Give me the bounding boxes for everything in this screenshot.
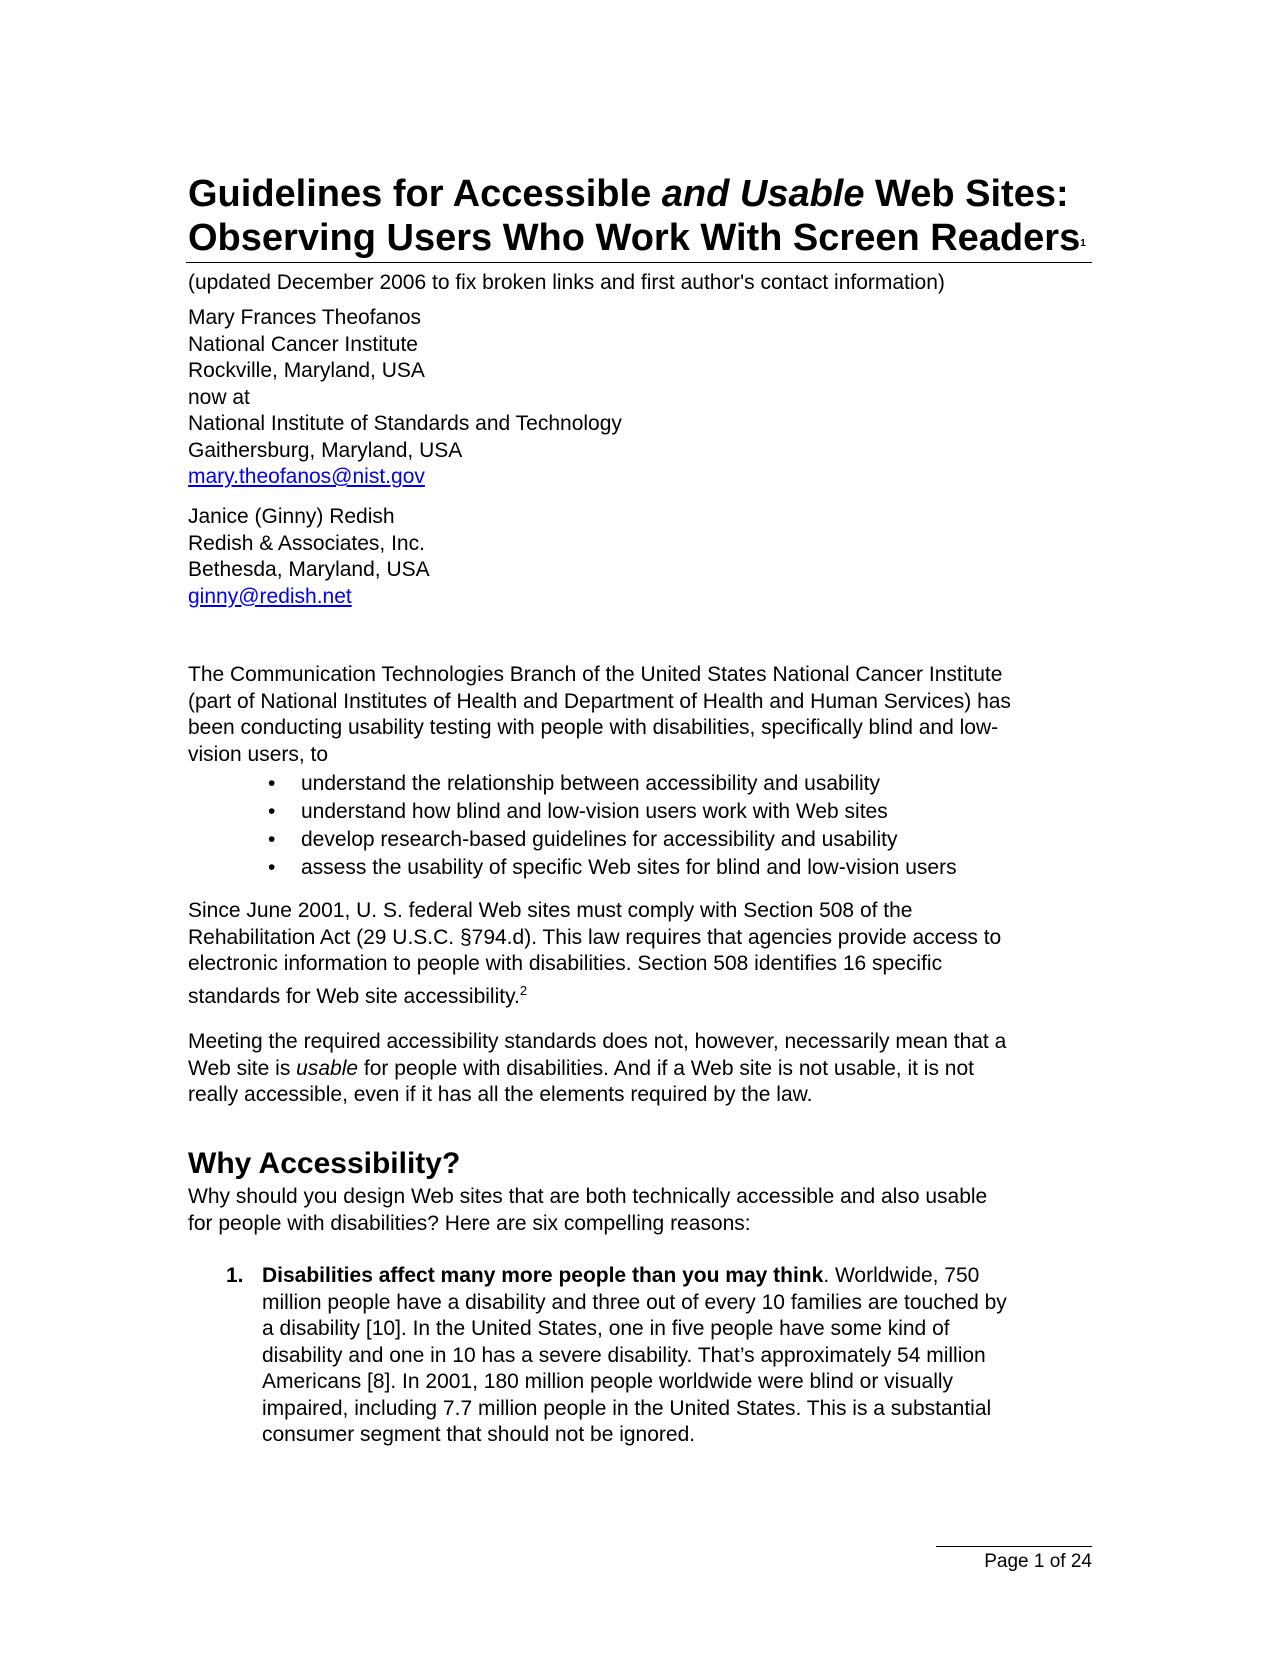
section-508-paragraph xyxy=(188,898,1092,1010)
intro-line: (part of National Institutes of Health and Department of Health and Human Services) has xyxy=(188,689,1011,713)
title-text-2: Web Sites: xyxy=(864,173,1069,215)
title-line-2 xyxy=(188,216,1092,260)
document-title xyxy=(188,172,1092,260)
bullet-icon: • xyxy=(268,856,276,879)
meeting-paragraph xyxy=(188,1029,1092,1109)
intro-line: been conducting usability testing with people with disabilities, specifically blind and low- xyxy=(188,716,999,739)
intro-line: vision users, to xyxy=(188,742,329,766)
footer-rule xyxy=(936,1546,1092,1547)
why-paragraph xyxy=(188,1184,1092,1237)
intro-paragraph xyxy=(188,662,1092,768)
list-item xyxy=(262,1263,1092,1449)
list-item-text: understand the relationship between accessibility and usability xyxy=(301,772,881,795)
author-1-name: Mary Frances Theofanos xyxy=(188,306,422,329)
meeting-italic: usable xyxy=(296,1056,359,1080)
section-heading-why: Why Accessibility? xyxy=(188,1147,461,1180)
update-note: (updated December 2006 to fix broken links and first author's contact information) xyxy=(188,271,945,294)
meeting-line-2 xyxy=(188,1056,1092,1083)
title-italic: and Usable xyxy=(661,173,865,215)
reason-text: . Worldwide, 750 xyxy=(823,1264,980,1287)
title-underline xyxy=(186,262,1092,263)
title-footnote-marker[interactable]: 1 xyxy=(1080,238,1086,249)
section-508-line: electronic information to people with disabilities. Section 508 identifies 16 specific xyxy=(188,952,943,975)
reason-line: impaired, including 7.7 million people in the United States. This is a substantial xyxy=(262,1396,992,1420)
section-508-line: Rehabilitation Act (29 U.S.C. §794.d). This law requires that agencies provide access to xyxy=(188,925,1002,949)
reason-line: consumer segment that should not be ignored. xyxy=(262,1423,696,1446)
meeting-line-1: Meeting the required accessibility standards does not, however, necessarily mean that a xyxy=(188,1030,1007,1053)
author-1-now-at: now at xyxy=(188,385,250,409)
meeting-text-post: for people with disabilities. And if a Web site is not usable, it is not xyxy=(358,1056,974,1080)
meeting-line-3: really accessible, even if it has all the elements required by the law. xyxy=(188,1083,813,1106)
title-text-1: Guidelines for Accessible xyxy=(188,173,662,215)
title-text-3: Observing Users Who Work With Screen Readers xyxy=(188,217,1081,259)
why-line: for people with disabilities? Here are six compelling reasons: xyxy=(188,1211,751,1235)
author-2-org: Redish & Associates, Inc. xyxy=(188,531,425,555)
section-508-footnote-marker[interactable]: 2 xyxy=(519,982,528,998)
list-item-text: understand how blind and low-vision users work with Web sites xyxy=(301,800,888,823)
author-1-block xyxy=(188,305,622,491)
meeting-text-pre: Web site is xyxy=(188,1056,297,1080)
page-number: Page 1 of 24 xyxy=(984,1551,1092,1572)
intro-line: The Communication Technologies Branch of the United States National Cancer Institute xyxy=(188,663,1003,686)
reason-line: disability and one in 10 has a severe disability. That’s approximately 54 million xyxy=(262,1343,986,1367)
reason-line: Americans [8]. In 2001, 180 million people worldwide were blind or visually xyxy=(262,1370,954,1393)
reason-line-1 xyxy=(262,1263,1092,1290)
reason-bold-lead: Disabilities affect many more people than you may think xyxy=(262,1264,824,1287)
author-2-block xyxy=(188,504,430,610)
reason-line: million people have a disability and three out of every 10 families are touched by xyxy=(262,1290,1007,1314)
why-line: Why should you design Web sites that are both technically accessible and also usable xyxy=(188,1185,988,1208)
title-line-1 xyxy=(188,172,1092,216)
section-508-line: Since June 2001, U. S. federal Web sites must comply with Section 508 of the xyxy=(188,899,913,922)
author-1-location-2: Gaithersburg, Maryland, USA xyxy=(188,438,463,462)
author-1-location: Rockville, Maryland, USA xyxy=(188,359,425,382)
bullet-icon: • xyxy=(268,772,276,795)
section-508-line-last xyxy=(188,978,1092,1011)
author-1-org-2: National Institute of Standards and Technology xyxy=(188,412,622,435)
section-508-text: standards for Web site accessibility. xyxy=(188,984,520,1008)
list-item-number: 1. xyxy=(226,1264,244,1287)
bullet-icon: • xyxy=(268,828,276,851)
author-2-location: Bethesda, Maryland, USA xyxy=(188,558,430,581)
author-2-email-link[interactable]: ginny@redish.net xyxy=(188,584,352,608)
list-item-text: develop research-based guidelines for accessibility and usability xyxy=(301,828,898,851)
reason-line: a disability [10]. In the United States, one in five people have some kind of xyxy=(262,1317,950,1340)
bullet-icon: • xyxy=(268,800,276,823)
list-item-text: assess the usability of specific Web sites for blind and low-vision users xyxy=(301,856,957,879)
author-2-name: Janice (Ginny) Redish xyxy=(188,505,395,528)
author-1-org: National Cancer Institute xyxy=(188,332,418,356)
author-1-email-link[interactable]: mary.theofanos@nist.gov xyxy=(188,465,425,488)
